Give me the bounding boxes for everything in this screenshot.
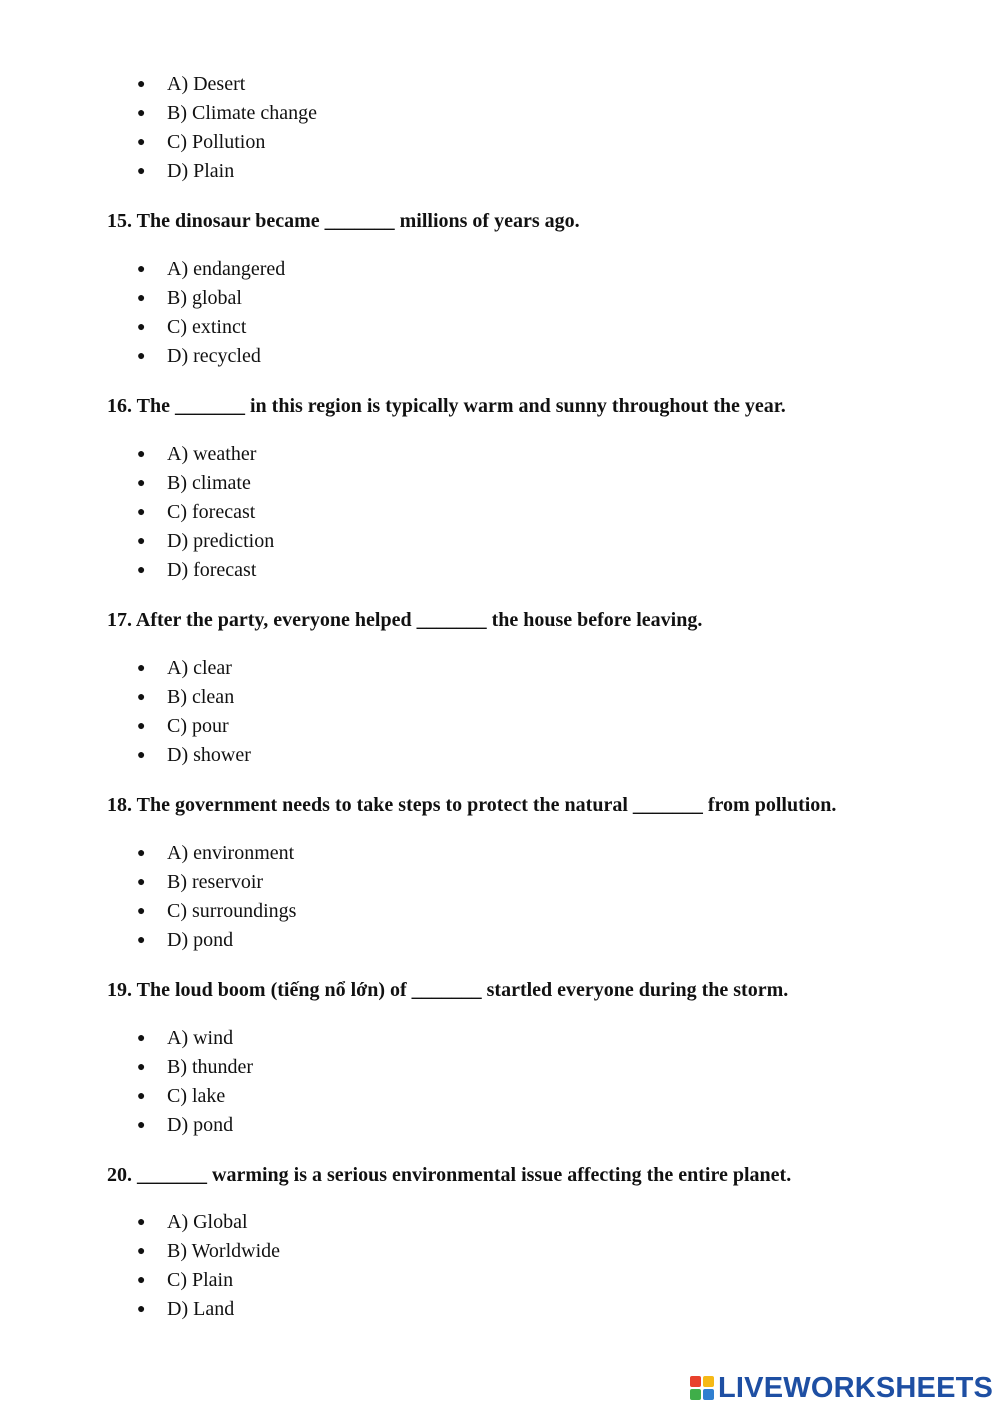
option-item[interactable] [137,498,274,527]
bullet-icon: ● [137,1273,146,1288]
option-label: D) pond [167,929,234,951]
option-item[interactable] [137,70,317,99]
question-19-options [137,1024,253,1140]
bullet-icon: ● [137,904,146,919]
option-label: D) shower [167,744,251,766]
option-label: C) Pollution [167,131,266,153]
bullet-icon: ● [137,1031,146,1046]
option-item[interactable] [137,556,274,585]
bullet-icon: ● [137,1302,146,1317]
option-label: B) reservoir [167,871,264,893]
bullet-icon: ● [137,505,146,520]
option-item[interactable] [137,527,274,556]
logo-square-green [690,1389,701,1400]
bullet-icon: ● [137,349,146,364]
option-item[interactable] [137,741,251,770]
bullet-icon: ● [137,447,146,462]
question-18-text: 18. The government needs to take steps to protect the natural _______ from pollution. [107,794,837,816]
question-17-text: 17. After the party, everyone helped _______ the house before leaving. [107,609,703,631]
option-item[interactable] [137,1295,280,1324]
option-label: A) environment [167,842,295,864]
question-16-text: 16. The _______ in this region is typically warm and sunny throughout the year. [107,395,786,417]
option-label: A) endangered [167,258,286,280]
bullet-icon: ● [137,320,146,335]
bullet-icon: ● [137,1089,146,1104]
bullet-icon: ● [137,846,146,861]
option-item[interactable] [137,128,317,157]
bullet-icon: ● [137,1060,146,1075]
option-item[interactable] [137,255,285,284]
option-label: C) Plain [167,1269,234,1291]
bullet-icon: ● [137,77,146,92]
bullet-icon: ● [137,719,146,734]
option-item[interactable] [137,1237,280,1266]
options-prev [137,70,317,186]
option-label: C) forecast [167,501,256,523]
option-label: C) extinct [167,316,247,338]
option-item[interactable] [137,313,285,342]
bullet-icon: ● [137,661,146,676]
option-label: D) prediction [167,530,275,552]
option-label: A) wind [167,1027,234,1049]
logo-square-blue [703,1389,714,1400]
question-20-text: 20. _______ warming is a serious environmental issue affecting the entire planet. [107,1164,792,1186]
logo-text: LIVEWORKSHEETS [718,1371,994,1404]
liveworksheets-logo[interactable] [690,1371,993,1405]
option-item[interactable] [137,284,285,313]
option-label: A) weather [167,443,257,465]
option-label: C) lake [167,1085,226,1107]
bullet-icon: ● [137,875,146,890]
option-item[interactable] [137,342,285,371]
bullet-icon: ● [137,291,146,306]
option-label: B) thunder [167,1056,254,1078]
option-label: D) recycled [167,345,261,367]
question-15-text: 15. The dinosaur became _______ millions of years ago. [107,210,580,232]
bullet-icon: ● [137,1118,146,1133]
option-item[interactable] [137,712,251,741]
option-item[interactable] [137,157,317,186]
option-item[interactable] [137,1266,280,1295]
option-label: D) forecast [167,559,257,581]
bullet-icon: ● [137,262,146,277]
bullet-icon: ● [137,563,146,578]
option-label: B) Worldwide [167,1240,281,1262]
option-item[interactable] [137,683,251,712]
bullet-icon: ● [137,476,146,491]
bullet-icon: ● [137,106,146,121]
bullet-icon: ● [137,1244,146,1259]
option-label: B) climate [167,472,251,494]
question-19-text: 19. The loud boom (tiếng nổ lớn) of _______ startled everyone during the storm. [107,979,789,1001]
option-label: B) global [167,287,242,309]
option-label: C) surroundings [167,900,297,922]
option-item[interactable] [137,897,296,926]
bullet-icon: ● [137,135,146,150]
option-item[interactable] [137,1208,280,1237]
logo-square-yellow [703,1376,714,1387]
question-16-options [137,440,274,585]
bullet-icon: ● [137,933,146,948]
option-label: A) clear [167,657,232,679]
option-item[interactable] [137,1053,253,1082]
question-17-options [137,654,251,770]
option-item[interactable] [137,654,251,683]
question-20-options [137,1208,280,1324]
option-label: B) clean [167,686,235,708]
option-item[interactable] [137,1024,253,1053]
option-item[interactable] [137,440,274,469]
option-label: D) Land [167,1298,235,1320]
bullet-icon: ● [137,1215,146,1230]
option-label: B) Climate change [167,102,317,124]
option-label: A) Global [167,1211,248,1233]
option-item[interactable] [137,469,274,498]
option-label: C) pour [167,715,229,737]
bullet-icon: ● [137,534,146,549]
option-label: D) Plain [167,160,235,182]
liveworksheets-logo-icon [690,1376,714,1400]
option-item[interactable] [137,839,296,868]
logo-square-red [690,1376,701,1387]
option-item[interactable] [137,1082,253,1111]
bullet-icon: ● [137,164,146,179]
question-18-options [137,839,296,955]
question-15-options [137,255,285,371]
bullet-icon: ● [137,690,146,705]
option-label: D) pond [167,1114,234,1136]
option-item[interactable] [137,926,296,955]
option-item[interactable] [137,99,317,128]
option-item[interactable] [137,1111,253,1140]
bullet-icon: ● [137,748,146,763]
option-item[interactable] [137,868,296,897]
option-label: A) Desert [167,73,246,95]
